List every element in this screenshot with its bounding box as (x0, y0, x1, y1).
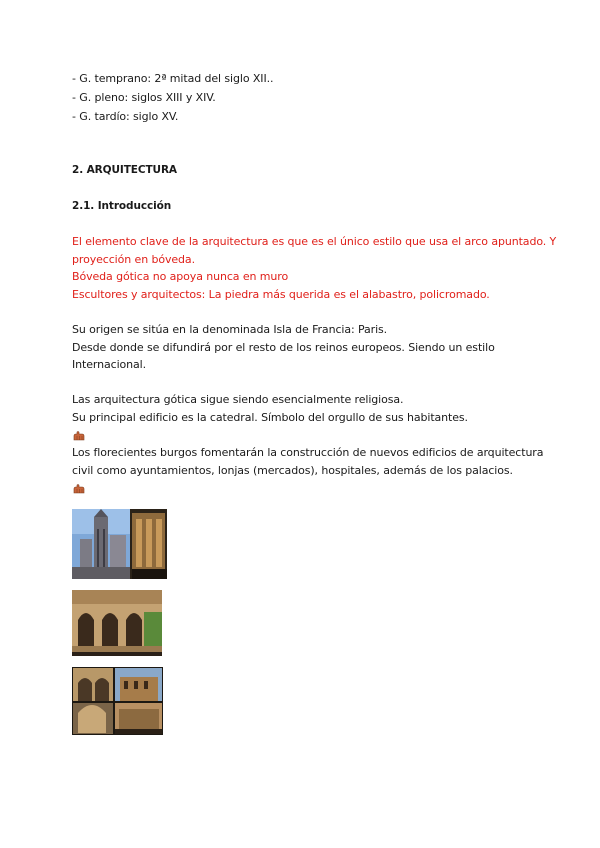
red-text-line: Escultores y arquitectos: La piedra más querida es el alabastro, policromado. (72, 288, 490, 301)
cathedral-photo (72, 509, 167, 579)
section-heading: 2. ARQUITECTURA (72, 164, 177, 176)
section-subheading: 2.1. Introducción (72, 200, 172, 212)
body-text-line: civil como ayuntamientos, lonjas (mercados), hospitales, además de los palacios. (72, 464, 513, 477)
body-text-line: Internacional. (72, 358, 147, 371)
red-text-line: El elemento clave de la arquitectura es que es el único estilo que usa el arco apuntado. Y (72, 235, 557, 248)
hospital-photo (72, 667, 163, 735)
body-text-line: Su principal edificio es la catedral. Símbolo del orgullo de sus habitantes. (72, 411, 468, 424)
list-item-high-gothic: - G. pleno: siglos XIII y XIV. (72, 91, 216, 104)
list-item-early-gothic: - G. temprano: 2ª mitad del siglo XII.. (72, 72, 274, 85)
lonja-photo (72, 590, 162, 656)
body-text-line: Desde donde se difundirá por el resto de los reinos europeos. Siendo un estilo (72, 341, 495, 354)
body-text-line: Las arquitectura gótica sigue siendo esencialmente religiosa. (72, 393, 404, 406)
body-text-line: Los florecientes burgos fomentarán la construcción de nuevos edificios de arquitectura (72, 446, 544, 459)
body-text-line: Su origen se sitúa en la denominada Isla de Francia: Paris. (72, 323, 388, 336)
pointing-hand-icon (73, 484, 85, 494)
red-text-line: Bóveda gótica no apoya nunca en muro (72, 270, 289, 283)
pointing-hand-icon (73, 431, 85, 441)
red-text-line: proyección en bóveda. (72, 253, 195, 266)
list-item-late-gothic: - G. tardío: siglo XV. (72, 110, 179, 123)
